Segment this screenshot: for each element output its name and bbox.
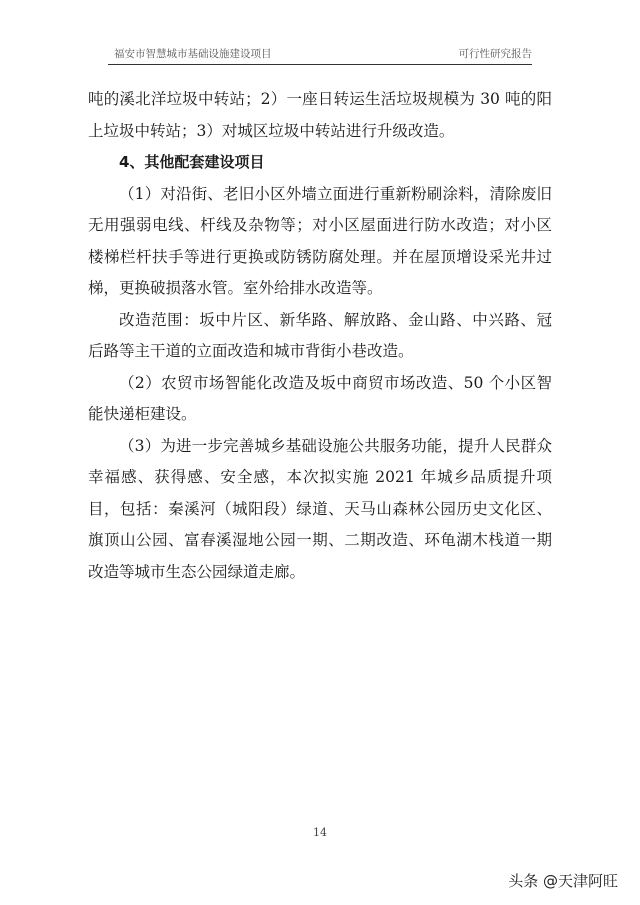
page-number: 14 [313,826,327,839]
item-2-paragraph: （2）农贸市场智能化改造及坂中商贸市场改造、50 个小区智能快递柜建设。 [88,373,552,423]
header-project-title: 福安市智慧城市基础设施建设项目 [114,48,272,60]
item-3-paragraph: （3）为进一步完善城乡基础设施公共服务功能，提升人民群众幸福感、获得感、安全感，本次拟实施 2021 年城乡品质提升项目，包括：秦溪河（城阳段）绿道、天马山森林公园历史文化区、旗顶山公园、富春溪湿地公园一期、二期改造、环龟湖木栈道一期改造等城市生态公园绿道走廊。 [88,436,552,581]
header-report-type: 可行性研究报告 [458,48,532,60]
document-body [88,84,552,588]
page-header [108,44,532,65]
source-watermark: 头条 @天津阿旺 [508,872,618,890]
intro-paragraph: 吨的溪北洋垃圾中转站；2）一座日转运生活垃圾规模为 30 吨的阳上垃圾中转站；3）对城区垃圾中转站进行升级改造。 [88,90,552,140]
section-heading: 4、其他配套建设项目 [119,153,265,171]
scope-paragraph: 改造范围：坂中片区、新华路、解放路、金山路、中兴路、冠后路等主干道的立面改造和城市背街小巷改造。 [88,310,552,360]
item-1-paragraph: （1）对沿街、老旧小区外墙立面进行重新粉刷涂料，清除废旧无用强弱电线、杆线及杂物等；对小区屋面进行防水改造；对小区楼梯栏杆扶手等进行更换或防锈防腐处理。并在屋顶增设采光井过梯，更换破损落水管。室外给排水改造等。 [88,184,552,297]
